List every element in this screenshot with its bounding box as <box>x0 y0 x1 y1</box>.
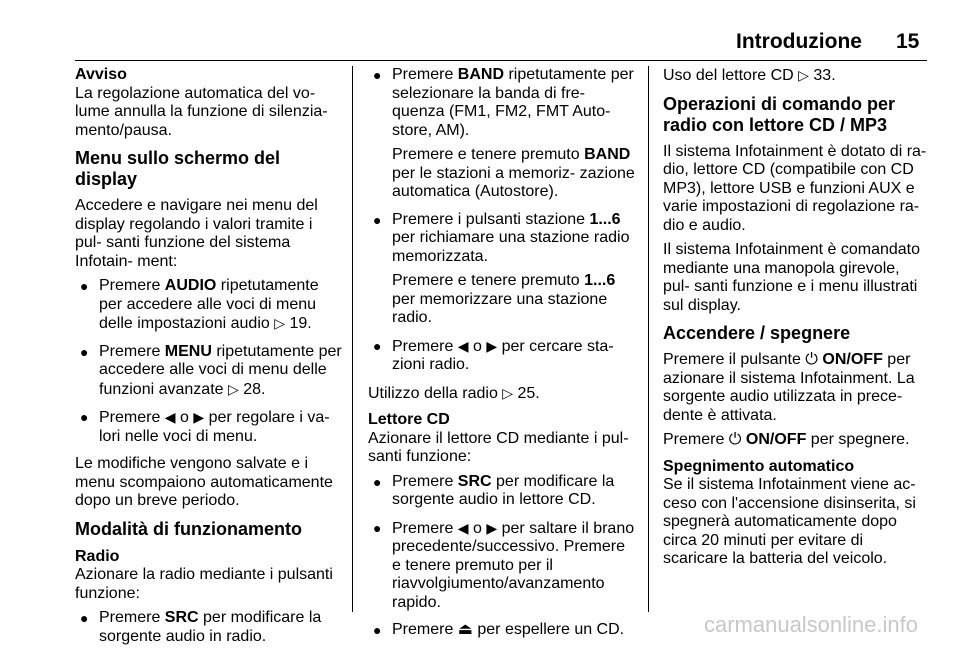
heading-display-menu: Menu sullo schermo del display <box>75 148 281 189</box>
band-key: BAND <box>584 146 631 163</box>
paragraph-auto-off: Se il sistema Infotainment viene ac- ceso con l'accensione disinserita, si spegnerà automaticamente dopo circa 20 minuti per evitare di scaricare la batteria del veicolo. <box>663 476 916 567</box>
paragraph-radio-use: Utilizzo della radio ▷ 25. <box>368 384 540 402</box>
src-key: SRC <box>164 609 199 626</box>
paragraph-power-off: Premere ⏻ ON/OFF per spegnere. <box>663 431 910 448</box>
arrow-ref-icon: ▷ <box>274 315 285 331</box>
list-item: ● Premere ◀ o ▶ per saltare il brano precedente/successivo. Premere e tenere premuto per il riavvolgiumento/avanzamento rapido. <box>368 519 636 613</box>
column-divider-2 <box>648 66 649 612</box>
list-item: ● Premere AUDIO ripetutamente per accedere alle voci di menu delle impostazioni audio ▷ 19. <box>75 277 343 334</box>
paragraph-radio: Azionare la radio mediante i pulsanti funzione: <box>75 566 333 602</box>
arrow-ref-icon: ▷ <box>502 384 514 401</box>
page-header-title: Introduzione <box>736 30 862 53</box>
column-2 <box>368 66 636 649</box>
list-item: ● Premere ⏏ per espellere un CD. <box>368 621 636 640</box>
column-divider-1 <box>352 66 353 612</box>
right-arrow-icon: ▶ <box>193 409 205 425</box>
on-off-key: ON/OFF <box>817 351 883 368</box>
paragraph-cd-player: Azionare il lettore CD mediante i pul- santi funzione: <box>368 429 629 465</box>
band-key: BAND <box>457 66 505 83</box>
right-arrow-icon: ▶ <box>486 337 498 354</box>
list-item: ● Premere BAND ripetutamente per selezionare la banda di fre- quenza (FM1, FM2, FMT Auto- store, AM). Premere e tenere premuto BAND per le stazioni a memoriz- zazione automatica (Autostore). <box>368 66 636 202</box>
arrow-ref-icon: ▷ <box>227 380 239 397</box>
menu-key: MENU <box>164 342 212 360</box>
page-number: 15 <box>896 30 920 53</box>
heading-auto-off: Spegnimento automatico <box>663 457 855 475</box>
arrow-ref-icon: ▷ <box>798 67 809 83</box>
list-item: ● Premere SRC per modificare la sorgente audio in lettore CD. <box>368 473 636 510</box>
paragraph-power-on: Premere il pulsante ⏻ ON/OFF per azionare il sistema Infotainment. La sorgente audio utilizzata in prece- dente è attivata. <box>663 351 915 424</box>
heading-power: Accendere / spegnere <box>663 323 851 343</box>
header-rule <box>75 60 927 61</box>
preset-key: 1...6 <box>589 210 621 228</box>
display-menu-list <box>75 277 343 446</box>
heading-operations: Operazioni di comando per radio con lettore CD / MP3 <box>663 93 896 135</box>
eject-icon: ⏏ <box>457 621 473 638</box>
list-item: ● Premere MENU ripetutamente per accedere alle voci di menu delle funzioni avanzate ▷ 28. <box>75 343 343 400</box>
power-icon: ⏻ <box>805 351 818 368</box>
audio-key: AUDIO <box>164 277 217 294</box>
list-item: ● Premere i pulsanti stazione 1...6 per richiamare una stazione radio memorizzata. Premere e tenere premuto 1...6 per memorizzare una stazione radio. <box>368 211 636 328</box>
radio-list <box>75 609 343 646</box>
paragraph-cd-use: Uso del lettore CD ▷ 33. <box>663 67 836 84</box>
cd-list <box>368 473 636 640</box>
column-1 <box>75 66 343 655</box>
left-arrow-icon: ◀ <box>164 409 176 425</box>
left-arrow-icon: ◀ <box>457 337 469 354</box>
column-3 <box>663 66 929 575</box>
heading-modes: Modalità di funzionamento <box>75 518 302 539</box>
list-item: ● Premere ◀ o ▶ per cercare sta- zioni radio. <box>368 337 636 375</box>
heading-cd-player: Lettore CD <box>368 411 450 428</box>
list-item: ● Premere ◀ o ▶ per regolare i va- lori nelle voci di menu. <box>75 408 343 446</box>
heading-radio: Radio <box>75 547 120 565</box>
watermark: carmanualsonline.info <box>703 612 918 637</box>
right-arrow-icon: ▶ <box>486 519 498 536</box>
paragraph-operations-1: Il sistema Infotainment è dotato di ra- dio, lettore CD (compatibile con CD MP3), lettore USB e funzioni AUX e varie impostazioni di regolazione ra- dio e audio. <box>663 142 927 234</box>
preset-key: 1...6 <box>584 272 616 289</box>
on-off-key: ON/OFF <box>741 431 807 448</box>
src-key: SRC <box>457 472 492 490</box>
paragraph-operations-2: Il sistema Infotainment è comandato mediante una manopola girevole, pul- santi funzione e i menu illustrati sul display. <box>663 241 921 314</box>
paragraph-changes: Le modifiche vengono salvate e i menu scompaiono automaticamente dopo un breve periodo. <box>75 455 333 509</box>
power-icon: ⏻ <box>728 431 742 448</box>
paragraph-display-menu: Accedere e navigare nei menu del display regolando i valori tramite i pul- santi funzione del sistema Infotain- ment: <box>75 197 318 270</box>
note-text: La regolazione automatica del vo- lume annulla la funzione di silenzia- mento/pausa. <box>75 84 328 139</box>
left-arrow-icon: ◀ <box>457 519 469 536</box>
note-title: Avviso <box>75 66 127 83</box>
list-item: ● Premere SRC per modificare la sorgente audio in radio. <box>75 609 343 646</box>
radio-list-cont <box>368 66 636 375</box>
